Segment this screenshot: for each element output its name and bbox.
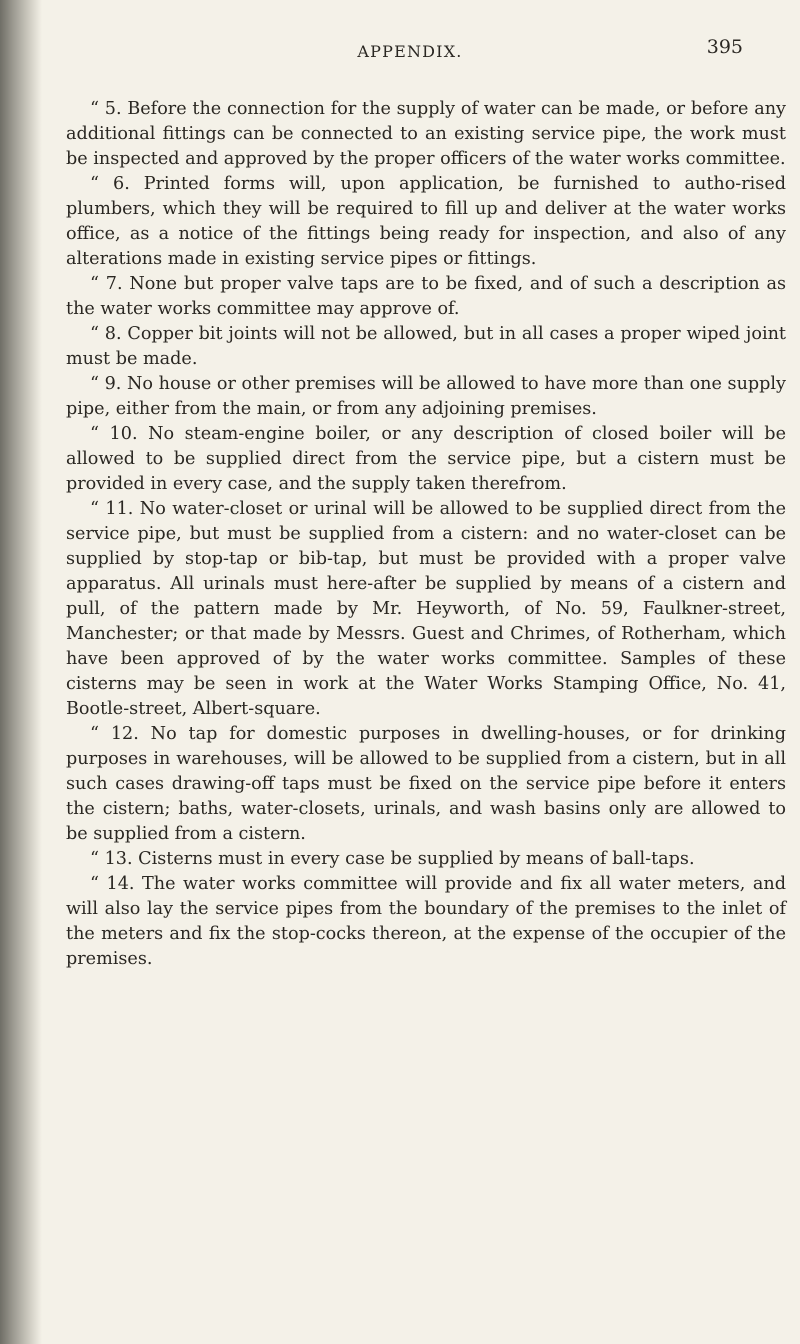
page-header <box>60 22 760 86</box>
rule-5: “ 5. Before the connection for the supply of water can be made, or before any additional fittings can be connected to an existing service pipe, the work must be inspected and approved by the proper officers of the water works committee. <box>66 99 786 169</box>
page-body <box>66 97 786 972</box>
page-number: 395 <box>706 36 743 58</box>
page-binding-edge <box>0 0 42 1344</box>
rule-9: “ 9. No house or other premises will be allowed to have more than one supply pipe, either from the main, or from any adjoining premises. <box>66 374 786 419</box>
rule-13: “ 13. Cisterns must in every case be supplied by means of ball-taps. <box>90 849 695 869</box>
rule-14: “ 14. The water works committee will provide and fix all water meters, and will also lay the service pipes from the boundary of the premises to the inlet of the meters and fix the stop-cocks thereon, at the expense of the occupier of the premises. <box>66 874 786 969</box>
rule-11: “ 11. No water-closet or urinal will be allowed to be supplied direct from the service pipe, but must be supplied from a cistern: and no water-closet can be supplied by stop-tap or bib-tap, but must be provided with a proper valve apparatus. All urinals must here-after be supplied by means of a cistern and pull, of the pattern made by Mr. Heyworth, of No. 59, Faulkner-street, Manchester; or that made by Messrs. Guest and Chrimes, of Rotherham, which have been approved of by the water works committee. Samples of these cisterns may be seen in work at the Water Works Stamping Office, No. 41, Bootle-street, Albert-square. <box>66 499 786 719</box>
rule-12: “ 12. No tap for domestic purposes in dwelling-houses, or for drinking purposes in warehouses, will be allowed to be supplied from a cistern, but in all such cases drawing-off taps must be fixed on the service pipe before it enters the cistern; baths, water-closets, urinals, and wash basins only are allowed to be supplied from a cistern. <box>66 724 786 844</box>
rule-6: “ 6. Printed forms will, upon application, be furnished to autho-rised plumbers, which they will be required to fill up and deliver at the water works office, as a notice of the fittings being ready for inspection, and also of any alterations made in existing service pipes or fittings. <box>66 174 786 269</box>
rule-8: “ 8. Copper bit joints will not be allowed, but in all cases a proper wiped joint must be made. <box>66 324 786 369</box>
rule-7: “ 7. None but proper valve taps are to be fixed, and of such a description as the water works committee may approve of. <box>66 274 786 319</box>
running-head: APPENDIX. <box>357 42 463 61</box>
rule-10: “ 10. No steam-engine boiler, or any description of closed boiler will be allowed to be supplied direct from the service pipe, but a cistern must be provided in every case, and the supply taken therefrom. <box>66 424 786 494</box>
